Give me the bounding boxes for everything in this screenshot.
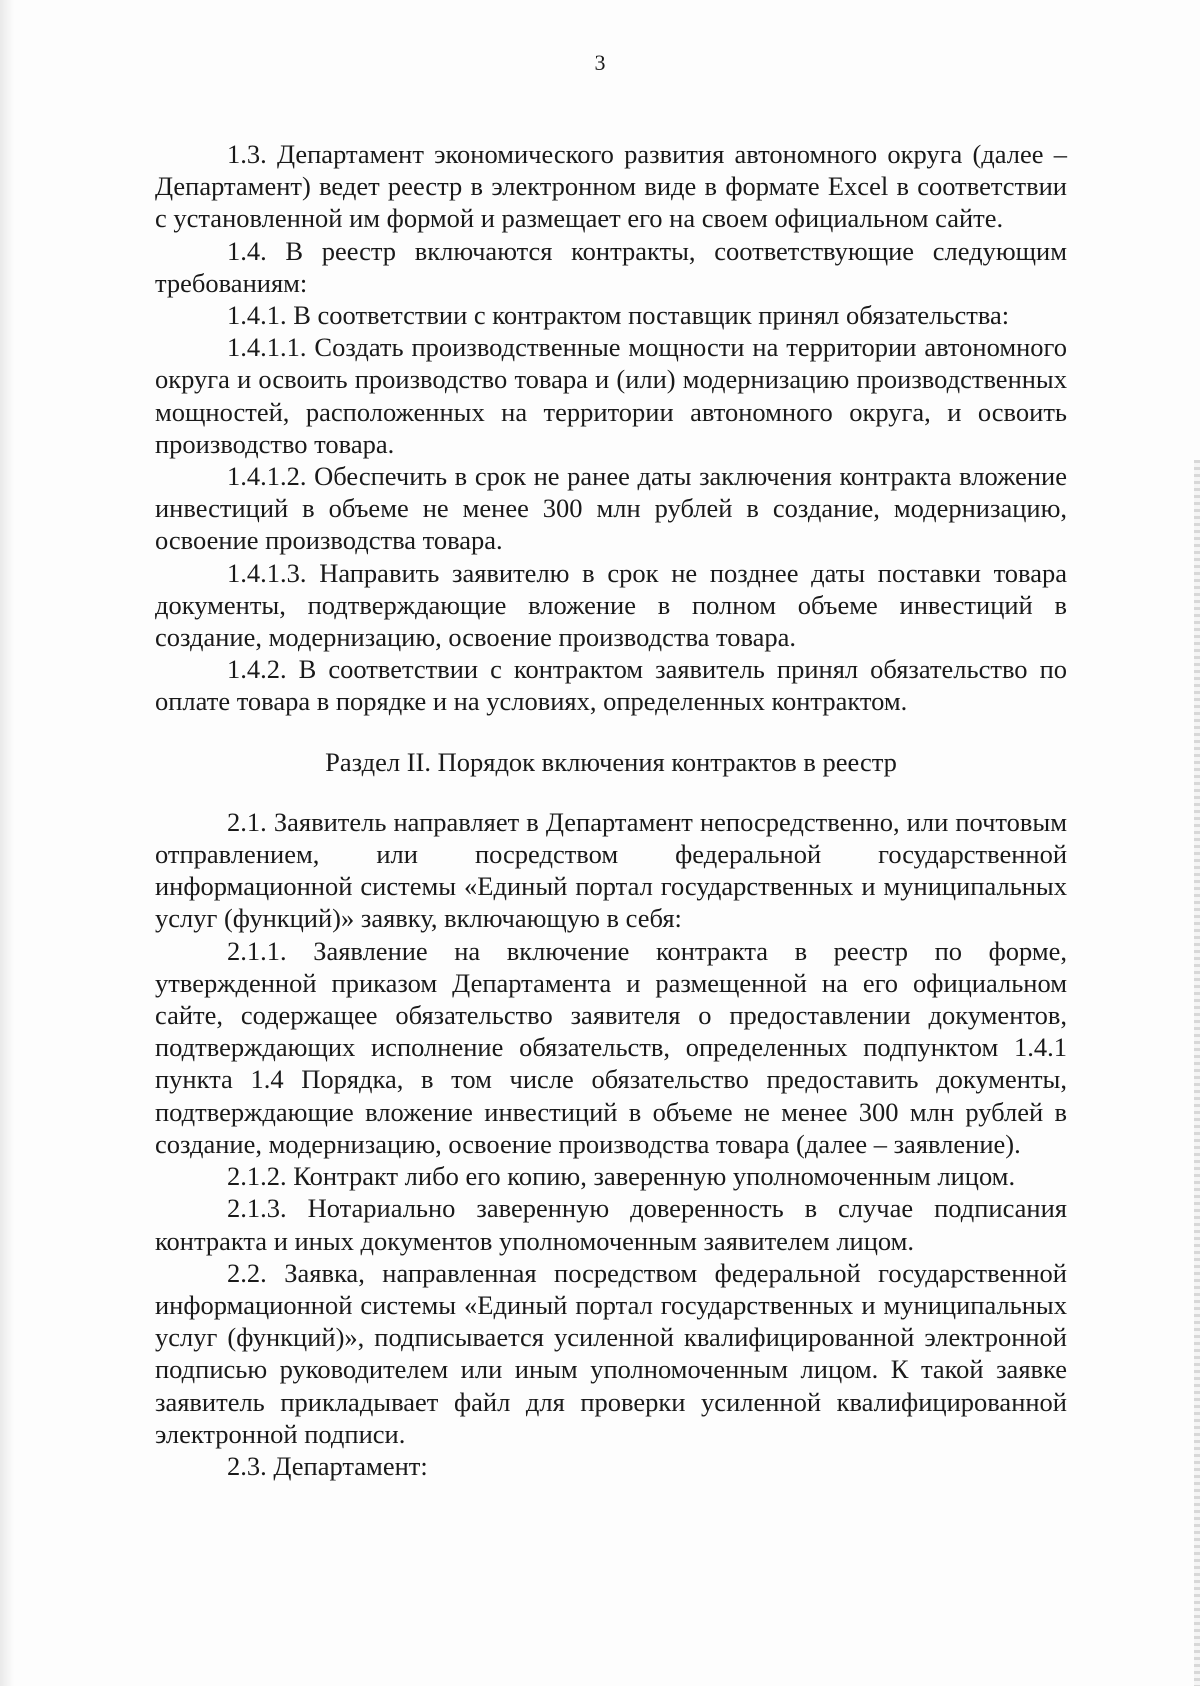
scan-edge-right <box>1194 460 1200 1686</box>
paragraph-1-4-2: 1.4.2. В соответствии с контрактом заявитель принял обязательство по оплате товара в порядке и на условиях, определенных контрактом. <box>155 654 1067 717</box>
page-number: 3 <box>594 50 606 75</box>
paragraph-2-1-1: 2.1.1. Заявление на включение контракта в реестр по форме, утвержденной приказом Департамента и размещенной на его официальном сайте, содержащее обязательство заявителя о предоставлении документов, подтверждающих исполнение обязательств, определенных подпунктом 1.4.1 пункта 1.4 Порядка, в том числе обязательство предоставить документы, подтверждающие вложение инвестиций в объеме не менее 300 млн рублей в создание, модернизацию, освоение производства товара (далее – заявление). <box>155 935 1067 1159</box>
paragraph-1-4-1-3: 1.4.1.3. Направить заявителю в срок не позднее даты поставки товара документы, подтверждающие вложение в полном объеме инвестиций в создание, модернизацию, освоение производства товара. <box>155 557 1067 653</box>
scan-edge-left <box>0 0 14 1686</box>
paragraph-1-4-1: 1.4.1. В соответствии с контрактом поставщик принял обязательства: <box>227 300 1010 331</box>
paragraph-2-1-3: 2.1.3. Нотариально заверенную доверенность в случае подписания контракта и иных документов уполномоченным заявителем лицом. <box>155 1193 1067 1256</box>
paragraph-2-3: 2.3. Департамент: <box>227 1450 428 1481</box>
paragraph-1-4: 1.4. В реестр включаются контракты, соответствующие следующим требованиям: <box>155 235 1067 298</box>
paragraph-1-3: 1.3. Департамент экономического развития автономного округа (далее – Департамент) ведет реестр в электронном виде в формате Excel в соответствии с установленной им формой и размещает его на своем официальном сайте. <box>155 139 1067 234</box>
document-body <box>155 138 1067 1482</box>
section-heading: Раздел II. Порядок включения контрактов в реестр <box>325 746 897 777</box>
paragraph-2-2: 2.2. Заявка, направленная посредством федеральной государственной информационной системы «Единый портал государственных и муниципальных услуг (функций)», подписывается усиленной квалифицированной электронной подписью руководителем или иным уполномоченным лицом. К такой заявке заявитель прикладывает файл для проверки усиленной квалифицированной электронной подписи. <box>155 1257 1067 1449</box>
paragraph-2-1-2: 2.1.2. Контракт либо его копию, заверенную уполномоченным лицом. <box>227 1161 1016 1192</box>
paragraph-2-1: 2.1. Заявитель направляет в Департамент непосредственно, или почтовым отправлением, или посредством федеральной государственной информационной системы «Единый портал государственных и муниципальных услуг (функций)» заявку, включающую в себя: <box>155 806 1067 934</box>
paragraph-1-4-1-1: 1.4.1.1. Создать производственные мощности на территории автономного округа и освоить производство товара и (или) модернизацию производственных мощностей, расположенных на территории автономного округа, и освоить производство товара. <box>155 332 1067 459</box>
paragraph-1-4-1-2: 1.4.1.2. Обеспечить в срок не ранее даты заключения контракта вложение инвестиций в объеме не менее 300 млн рублей в создание, модернизацию, освоение производства товара. <box>155 461 1067 556</box>
